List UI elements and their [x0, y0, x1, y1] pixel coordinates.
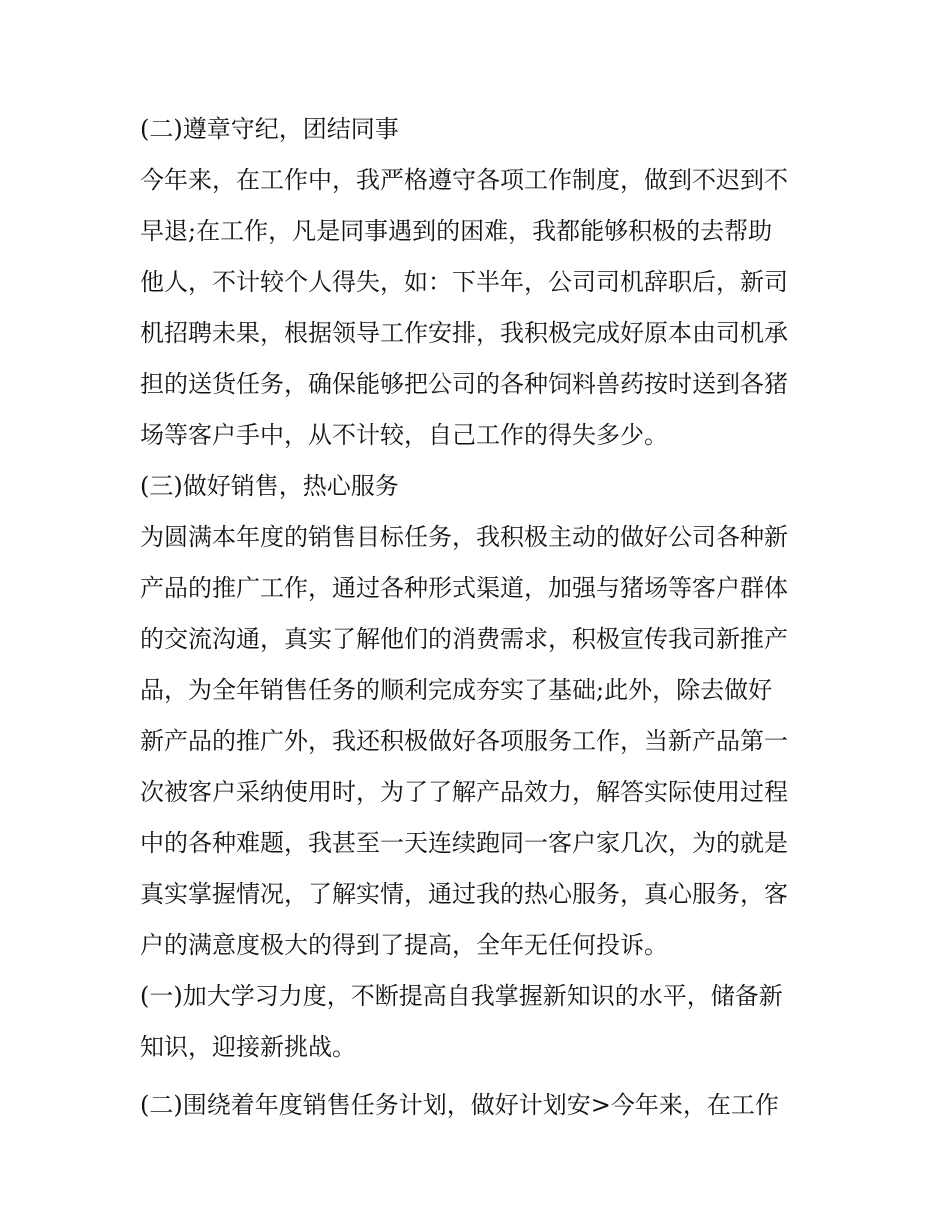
section-heading: (三)做好销售，热心服务 [140, 472, 399, 500]
paragraph-line: 新产品的推广外，我还积极做好各项服务工作，当新产品第一 [140, 727, 788, 755]
paragraph-line: 他人，不计较个人得失，如：下半年，公司司机辞职后，新司 [140, 268, 788, 296]
paragraph-line: 场等客户手中，从不计较，自己工作的得失多少。 [140, 421, 668, 449]
paragraph-line: 品，为全年销售任务的顺利完成夯实了基础;此外，除去做好 [140, 676, 773, 704]
paragraph-line: 为圆满本年度的销售目标任务，我积极主动的做好公司各种新 [140, 523, 788, 551]
paragraph-line: 中的各种难题，我甚至一天连续跑同一客户家几次，为的就是 [140, 829, 788, 857]
paragraph-line: 产品的推广工作，通过各种形式渠道，加强与猪场等客户群体 [140, 574, 788, 602]
section-heading: (二)遵章守纪，团结同事 [140, 115, 399, 143]
paragraph-line: 知识，迎接新挑战。 [140, 1033, 356, 1061]
section-heading: (一)加大学习力度，不断提高自我掌握新知识的水平，储备新 [140, 982, 783, 1010]
paragraph-line: 户的满意度极大的得到了提高，全年无任何投诉。 [140, 931, 668, 959]
paragraph-line: 早退;在工作，凡是同事遇到的困难，我都能够积极的去帮助 [140, 217, 773, 245]
document-body [140, 104, 820, 1131]
paragraph-line: 机招聘未果，根据领导工作安排，我积极完成好原本由司机承 [140, 319, 788, 347]
paragraph-line: 次被客户采纳使用时，为了了解产品效力，解答实际使用过程 [140, 778, 788, 806]
paragraph-line: 担的送货任务，确保能够把公司的各种饲料兽药按时送到各猪 [140, 370, 788, 398]
paragraph-line: 的交流沟通，真实了解他们的消费需求，积极宣传我司新推产 [140, 625, 788, 653]
line-gap [140, 1073, 820, 1080]
paragraph-line: 今年来，在工作中，我严格遵守各项工作制度，做到不迟到不 [140, 166, 788, 194]
section-heading: (二)围绕着年度销售任务计划，做好计划安>今年来，在工作 [140, 1091, 779, 1119]
paragraph-line: 真实掌握情况，了解实情，通过我的热心服务，真心服务，客 [140, 880, 788, 908]
